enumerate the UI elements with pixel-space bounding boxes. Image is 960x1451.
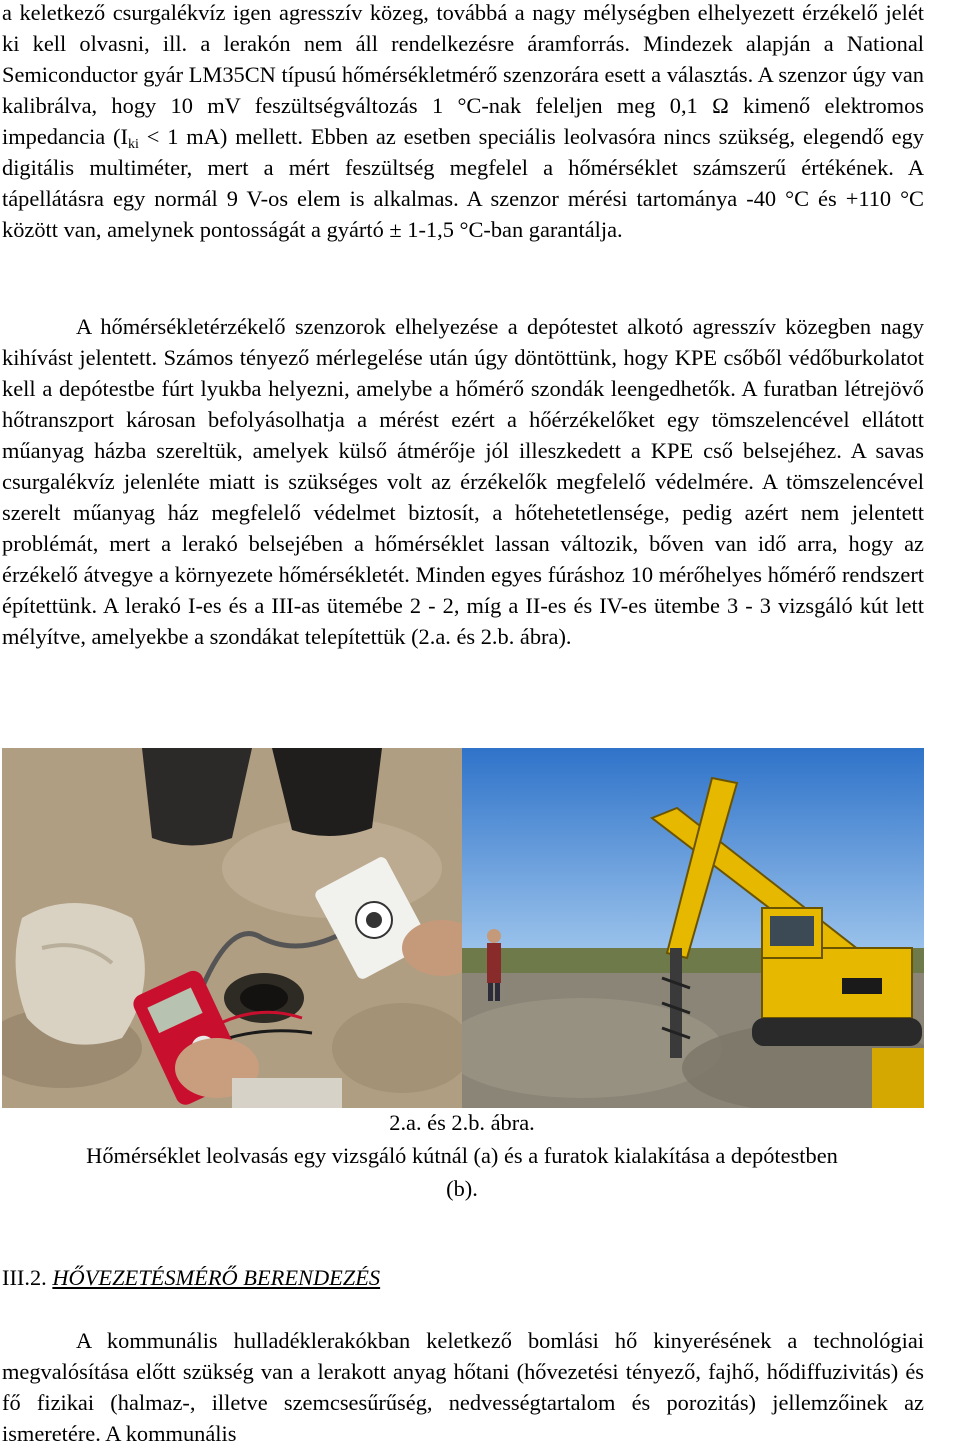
photo-landfill-drilling [462, 748, 924, 1108]
paragraph-heat-conductivity-intro: A kommunális hulladéklerakókban keletkező bomlási hő kinyerésének a technológiai megvalósítása előtt szükség van a lerakott anyag hőtani (hővezetési tényező, fajhő, hődiffuzivitás) és fő fizikai (halmaz-, illetve szemcsesűrűség, nedvességtartalom és porozitás) jellemzőinek az ismeretére. A kommunális [2, 1328, 924, 1446]
figure-caption-line1: Hőmérséklet leolvasás egy vizsgáló kútnál (a) és a furatok kialakítása a depótestben [86, 1143, 838, 1168]
paragraph-text-part2: < 1 mA) mellett. Ebben az esetben speciális leolvasóra nincs szükség, elegendő egy digitális multiméter, mert a mért feszültség megfelel a hőmérséklet számszerű értékének. A tápellátásra egy normál 9 V-os elem is alkalmas. A szenzor mérési tartománya -40 °C és +110 °C között van, amelynek pontosságát a gyártó ± 1-1,5 °C-ban garantálja. [2, 124, 924, 242]
figure-photos [2, 748, 924, 1108]
section-heading [2, 1262, 380, 1294]
figure-caption-line2: (b). [446, 1176, 478, 1201]
subscript-ki: ki [127, 137, 139, 152]
paragraph-text-part1: a keletkező csurgalékvíz igen agresszív közeg, továbbá a nagy mélységben elhelyezett érzékelő jelét ki kell olvasni, ill. a lerakón nem áll rendelkezésre áramforrás. Mindezek alapján a National Semiconductor gyár LM35CN típusú hőmérsékletmérő szenzorára esett a választás. A szenzor úgy van kalibrálva, hogy 10 mV feszültségváltozás 1 °C-nak feleljen meg 0,1 Ω kimenő elektromos impedancia (I [2, 0, 924, 149]
photo-b-illustration [462, 748, 924, 1108]
photo-a-illustration [2, 748, 462, 1108]
paragraph-sensor-description [2, 0, 924, 245]
section-title: HŐVEZETÉSMÉRŐ BERENDEZÉS [52, 1265, 381, 1290]
figure-number: 2.a. és 2.b. ábra. [389, 1110, 535, 1135]
section-number: III.2. [2, 1265, 47, 1290]
photo-temperature-reading [2, 748, 462, 1108]
paragraph-sensor-placement: A hőmérsékletérzékelő szenzorok elhelyezése a depótestet alkotó agresszív közegben nagy kihívást jelentett. Számos tényező mérlegelése után úgy döntöttünk, hogy KPE csőből védőburkolatot kell a depótestbe fúrt lyukba helyezni, amelybe a hőmérő szondák leengedhetők. A furatban létrejövő hőtranszport károsan befolyásolhatja a mérést ezért a hőérzékelőket egy tömszelencével ellátott műanyag házba szereltük, amelyek külső átmérője jól illeszkedett a KPE cső belsejéhez. A savas csurgalékvíz jelenléte miatt is szükséges volt az érzékelők megfelelő védelmére. A tömszelencével szerelt műanyag ház megfelelő védelmet biztosít, a hőtehetetlensége, pedig azért nem jelentett problémát, mert a lerakó belsejében a hőmérséklet lassan változik, bőven van idő arra, hogy az érzékelő átvegye a környezete hőmérsékletét. Minden egyes fúráshoz 10 mérőhelyes hőmérő rendszert építettünk. A lerakó I-es és a III-as ütemébe 2 - 2, míg a II-es és IV-es ütembe 3 - 3 vizsgáló kút lett mélyítve, amelyekbe a szondákat telepítettük (2.a. és 2.b. ábra). [2, 314, 924, 649]
